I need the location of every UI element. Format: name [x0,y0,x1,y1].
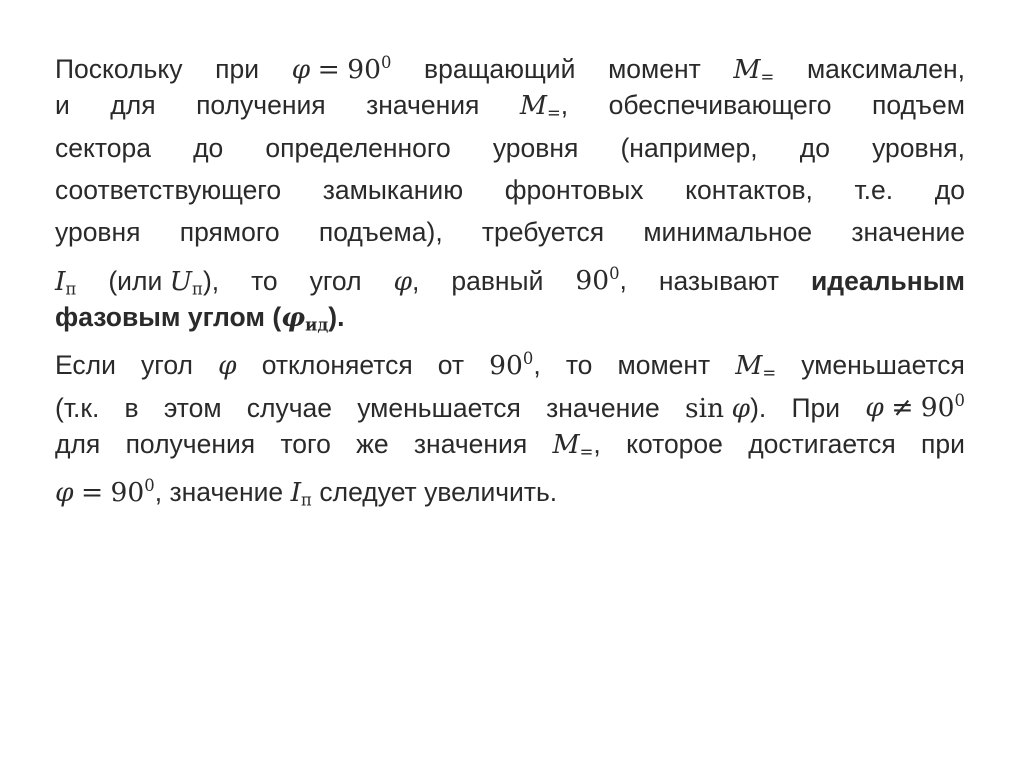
word: Если [55,350,116,381]
M-symbol: M [735,350,763,382]
degree-superscript: 0 [380,53,392,72]
word: значение [851,217,965,248]
M-subscript: = [547,103,561,123]
phi-symbol: φ [281,301,306,333]
word: до [193,132,224,163]
word: момент [608,54,701,85]
M-symbol: M [519,90,548,122]
word: достигается [748,428,896,459]
word: же [356,428,389,459]
comma: , [619,265,627,296]
comma: , [560,90,569,121]
word: фронтовых [504,174,644,205]
U-subscript: п [191,279,203,299]
word: для [110,90,156,121]
word: случае [246,392,333,423]
equals-sign: = [80,477,104,509]
word: уменьшается [357,392,521,423]
text-line [55,465,965,510]
number-90: 90 [110,477,145,509]
word: минимальное [643,217,813,248]
word: для [55,428,101,459]
formula-90 [489,338,541,387]
word: до [934,174,965,205]
degree-superscript: 0 [144,475,155,495]
M-subscript: = [579,442,594,462]
formula-I-p [291,471,312,522]
close-paren: ), [202,265,220,296]
word: до [799,132,830,163]
equals-sign: = [317,54,340,86]
word: обеспечивающего [608,90,832,121]
word: уровня, [872,132,965,163]
I-symbol: I [55,265,66,297]
word: замыканию [322,174,464,205]
word: называют [658,265,780,296]
open-paren: ( [272,301,282,332]
text-line [55,380,965,422]
number-90: 90 [575,265,610,297]
word: то [251,265,278,296]
phi-symbol: φ [865,392,884,424]
word: требуется [481,217,605,248]
text-line [55,423,965,465]
comma: , [593,428,601,459]
word: отклоняется [261,350,413,381]
sin-function: sin [684,392,725,424]
degree-superscript: 0 [609,264,620,284]
comma: , [412,265,420,296]
word: прямого [179,217,280,248]
number-90: 90 [489,350,523,382]
word: момент [617,350,711,381]
word: значение [169,477,284,508]
word: т.е. [854,174,894,205]
bold-term: фазовым [55,301,181,332]
text-line [55,211,965,253]
word: то [565,350,593,381]
word: в [124,392,139,423]
text-line [55,338,965,383]
phi-symbol: φ [55,477,74,509]
text-line [55,296,965,338]
word: контактов, [685,174,813,205]
word: сектора [55,132,151,163]
text-line [55,253,965,299]
word: При [791,392,841,423]
word: уровня [55,217,141,248]
bold-term: углом [187,301,265,332]
close-paren: ). [328,301,345,332]
formula-phi [393,260,419,303]
word: уровня [492,132,579,163]
word: которое [626,428,723,459]
word: этом [163,392,222,423]
formula-90 [575,253,627,302]
comma: , [533,350,541,381]
word: определенного [265,132,451,163]
word: подъем [872,90,965,121]
word: (например, [620,132,758,163]
text-line [55,169,965,211]
word: от [437,350,465,381]
word: значение [546,392,660,423]
word: того [280,428,331,459]
phi-symbol: φ [393,265,413,297]
word: (или [108,265,163,296]
word: подъема), [318,217,443,248]
word: при [215,54,260,85]
word: и [55,90,70,121]
word: (т.к. [55,392,100,423]
M-subscript: = [762,363,777,383]
M-symbol: M [733,54,761,86]
word: значения [366,90,480,121]
text-line [55,42,965,87]
word: максимален, [806,54,965,85]
comma: , [154,477,163,508]
text-line [55,84,965,126]
phi-symbol: φ [731,392,751,424]
number-90: 90 [347,54,381,86]
word: увеличить. [424,477,558,508]
formula-M-eq [552,423,600,474]
I-symbol: I [290,477,302,509]
word: при [921,428,965,459]
M-subscript: = [760,67,775,87]
word: вращающий [424,54,576,85]
word: уменьшается [801,350,965,381]
close-paren: ). [750,392,767,423]
formula-phi-eq-90 [55,465,162,514]
word: Поскольку [55,54,183,85]
degree-superscript: 0 [522,349,534,369]
word: угол [309,265,362,296]
text-line [55,127,965,169]
I-subscript: п [301,490,312,510]
phi-symbol: φ [291,54,311,86]
word: соответствующего [55,174,282,205]
U-symbol: U [169,265,192,297]
word: угол [141,350,193,381]
I-subscript: п [65,279,77,299]
phi-symbol: φ [218,350,237,382]
M-symbol: M [552,428,580,460]
word: следует [319,477,417,508]
phi-subscript: ид [305,315,329,335]
not-equal-sign: ≠ [891,392,914,424]
number-90: 90 [920,392,955,424]
formula-phi-id [272,296,344,347]
word: равный [451,265,544,296]
word: значения [413,428,528,459]
slide-text [55,42,965,510]
degree-superscript: 0 [954,391,965,411]
word: получения [196,90,326,121]
bold-term: идеальным [811,265,965,296]
word: получения [125,428,256,459]
